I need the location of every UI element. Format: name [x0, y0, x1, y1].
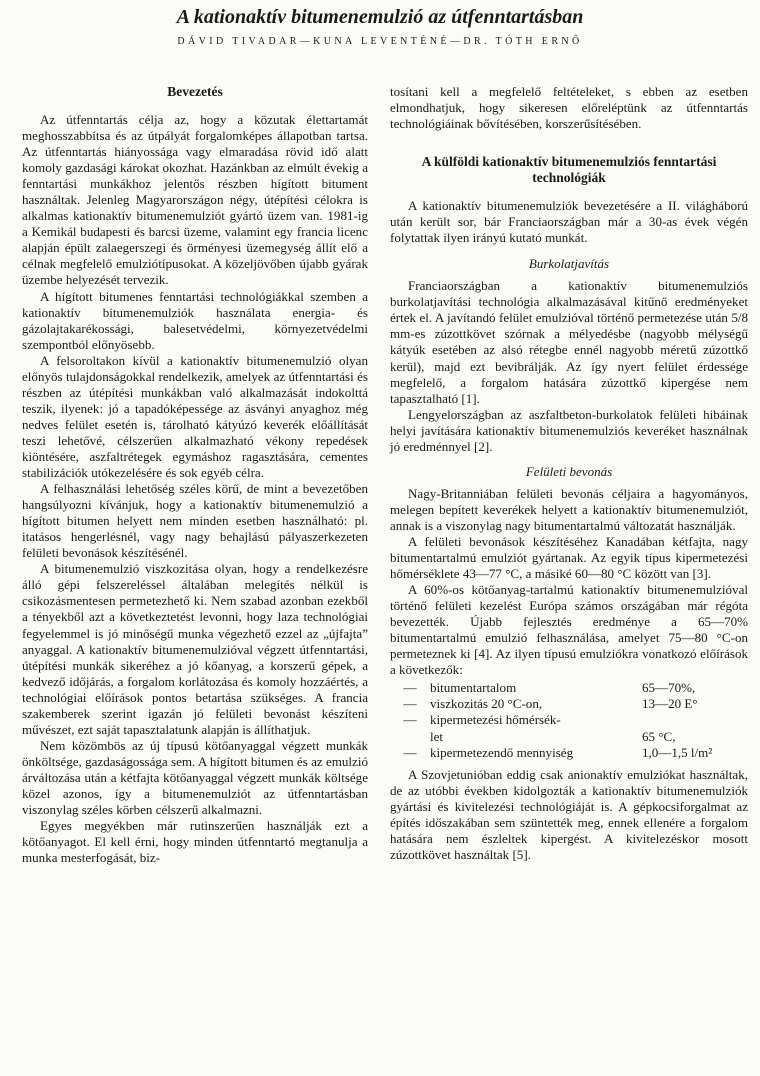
paragraph: A hígított bitumenes fenntartási technológiákkal szemben a kationaktív bitumenemulziók használata energia- és gázolajtakarékossági, balesetvédelmi, környezetvédelmi szempontból előnyösebb. [22, 288, 368, 352]
paragraph: A felületi bevonások készítéséhez Kanadában kétfajta, nagy bitumentartalmú emulziót gyártanak. Az egyik típus kipermetezési hőmérséklete 43—77 °C, a másiké 60—80 °C között van [3]. [390, 533, 748, 582]
paragraph: Az útfenntartás célja az, hogy a közutak élettartamát meghosszabbítsa és az útpályát forgalomképes állapotban tartsa. Az útfenntartás hiányossága vagy elmaradása rövid idő alatt komoly gazdasági károkat okozhat. Hazánkban az elmúlt évekig a fenntartási munkákhoz jelentős részben hígított bitument használtak. Jelenleg Magyarországon négy, útépítési célokra is alkalmas kationaktív bitumenemulziót gyártó üzem van. 1981-ig a Kemikál budapesti és barcsi üzeme, valamint egy francia licenc alapján épült zalaegerszegi és örményesi üzemegység állít elő a célnak megfelelő emulziótípusokat. A közeljövőben újabb gyárak üzembe helyezését tervezik. [22, 112, 368, 288]
spec-value: 1,0—1,5 l/m² [642, 744, 713, 760]
spec-row [390, 680, 748, 696]
paragraph: A Szovjetunióban eddig csak anionaktív emulziókat használtak, de az utóbbi években kidolgozták a kationaktív bitumenemulziók gyártási és kivitelezési technológiáját is. A gépkocsiforgalmat az építés időszakában sem szüntették meg, ennek ellenére a forgalom hatására nem észleltek kipergést. A kivitelezéskor mosott zúzottkövet használtak [5]. [390, 766, 748, 862]
spec-label: bitumentartalom [430, 680, 517, 696]
article-title: A kationaktív bitumenemulzió az útfenntartásban [176, 6, 584, 28]
spec-label: kipermetezendő mennyiség [430, 744, 574, 760]
paragraph: A 60%-os kötőanyag-tartalmú kationaktív bitumenemulzióval történő felületi kezelést Európa számos országában már régóta bevezették. Újabb fejlesztés eredménye a 65—70% bitumentartalmú emulzió felhasználása, amelyet 75—80 °C-on permeteznek ki [4]. Az ilyen típusú emulziókra vonatkozó előírások a következők: [390, 582, 748, 678]
spec-value: 65—70%, [642, 680, 696, 696]
paragraph-continued: tosítani kell a megfelelő feltételeket, s ebben az esetben elmondhatjuk, hogy sikeresen előreléptünk az útfenntartás technológiáinak bővítésében, korszerűsítésében. [390, 84, 748, 132]
paragraph: A kationaktív bitumenemulziók bevezetésére a II. világháború után került sor, bár Franciaországban már a 30-as évek végén folytattak ilyen irányú kutató munkát. [390, 198, 748, 246]
spec-label: viszkozitás 20 °C-on, [430, 696, 543, 712]
spec-dash: — [403, 712, 417, 728]
specification-list [390, 680, 748, 760]
spec-row [390, 729, 748, 745]
spec-dash [390, 729, 430, 745]
spec-row [390, 745, 748, 761]
paragraph: Egyes megyékben már rutinszerűen használják ezt a kötőanyagot. El kell érni, hogy minden útfenntartó megtanulja a munka mesterfogását, biz- [22, 818, 368, 866]
article-authors: DÁVID TIVADAR—KUNA LEVENTÉNÉ—DR. TÓTH ERNŐ [177, 36, 583, 47]
spec-label: let [430, 728, 444, 744]
spec-row [390, 712, 748, 728]
spec-value: 65 °C, [642, 728, 676, 744]
spec-dash: — [403, 680, 417, 696]
subheading-surface-dressing: Felületi bevonás [525, 463, 613, 479]
paragraph: Nem közömbös az új típusú kötőanyaggal végzett munkák önköltsége, gazdaságossága sem. A hígított bitumen és az emulzió árváltozása után a kétfajta kötőanyaggal végzett munkák költsége közel azonos, így a bitumenemulziót az útfenntartásban viszonylag széles körben célszerű alkalmazni. [22, 737, 368, 818]
spec-value [642, 712, 748, 728]
paragraph: A felhasználási lehetőség széles körű, de mint a bevezetőben hangsúlyozni kívánjuk, hogy a kationaktív bitumenemulzió a hígított bitumen helyett nem minden esetben használható: pl. itatásos hengerlésnél, vagy nagy behajlású pályaszerkezeten felületi bevonások készítésénél. [22, 481, 368, 561]
paragraph: Franciaországban a kationaktív bitumenemulziós burkolatjavítási technológia alkalmazásával kitűnő eredményeket értek el. A javítandó felület emulzióval történő permetezése után 5/8 mm-es zúzottkövet szórnak a mélyedésbe (nagyobb mélységű kátyúk esetében az alsó rétegbe ennél nagyobb méretű zúzottkő kerül), majd ezt bevibrálják. Az így nyert felület érdessége megfelelő, a forgalom hatására zúzottkő kipergése nem tapasztalható [1]. [390, 278, 748, 406]
paragraph: A felsoroltakon kívül a kationaktív bitumenemulzió olyan előnyös tulajdonságokkal rendelkezik, amelyek az útfenntartási és részben az útépítési munkákban való alkalmazását indokolttá teszik, ilyenek: jó a tapadóképessége az ásványi anyaghoz még nedves felület esetén is, tárolható kátyúzó keverék előállítását teszi lehetővé, célszerűen alkalmazható vékony repedések kiöntésére, aszfaltrétegek egymáshoz ragasztására, cementes stabilizációk utókezelésére és sok egyéb célra. [22, 352, 368, 481]
spec-label: kipermetezési hőmérsék- [430, 712, 561, 728]
paragraph: Lengyelországban az aszfaltbeton-burkolatok felületi hibáinak helyi javítására kationaktív bitumenemulziós keveréket használnak jó eredménnyel [2]. [390, 406, 748, 454]
section-heading-introduction: Bevezetés [167, 84, 223, 99]
spec-dash: — [403, 744, 417, 760]
right-column [390, 84, 748, 863]
spec-value: 13—20 E° [642, 696, 698, 712]
subheading-pavement-repair: Burkolatjavítás [528, 256, 610, 272]
spec-dash: — [403, 696, 417, 712]
paragraph: A bitumenemulzió viszkozitása olyan, hogy a rendelkezésre álló gépi felszereléssel általában melegítés nélkül is csikozásmentesen permetezhető ki. Nem szabad azonban ezekből a tényekből azt a következtetést levonni, hogy laza technológiai fegyelemmel is jó minőségű munka végezhető ezzel az „újfajta” anyaggal. A kationaktív bitumenemulzióval végzett útfenntartási, útépítési munkák sikeréhez a jó kőanyag, a korszerű gépek, a kedvező időjárás, a forgalom korlátozása és komoly hozzáértés, a technológiai előírások pontos betartása szükséges. A francia szakemberek szerint igazán jó felületi bevonást készíteni művészet, ezt saját tapasztalatunk alapján is állíthatjuk. [22, 561, 368, 737]
spec-row [390, 696, 748, 712]
section-heading-foreign-technologies: A külföldi kationaktív bitumenemulziós fenntartási technológiák [421, 154, 717, 186]
paragraph: Nagy-Britanniában felületi bevonás céljaira a hagyományos, melegen bepített keverékek helyett a kationaktív bitumenemulziót, annak is a viszonylag nagy bitumentartalmú változatát használják. [390, 485, 748, 533]
left-column [22, 84, 368, 866]
